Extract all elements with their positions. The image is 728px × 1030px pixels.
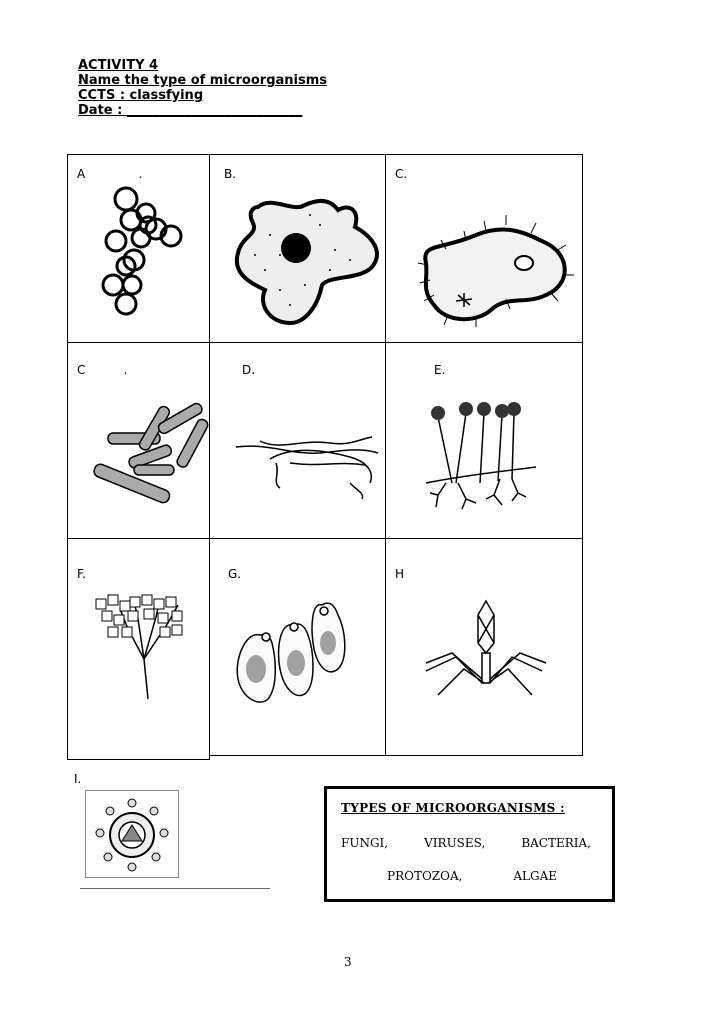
cell-h bbox=[385, 538, 583, 756]
cell-a-label: A . bbox=[77, 167, 143, 181]
cell-b bbox=[209, 154, 386, 344]
paramecium-image bbox=[386, 155, 584, 345]
cell-h-label: H bbox=[395, 567, 405, 581]
date-field: Date : ___________________________ bbox=[78, 103, 303, 118]
types-line-1 bbox=[341, 836, 591, 850]
amoeba-image bbox=[210, 155, 387, 345]
activity-header bbox=[78, 58, 327, 118]
type-bacteria: BACTERIA, bbox=[521, 836, 591, 850]
cell-c bbox=[385, 154, 583, 344]
cell-b-label: B. bbox=[224, 167, 237, 181]
cell-e-label: E. bbox=[434, 363, 446, 377]
cell-e bbox=[385, 342, 583, 540]
cell-i-label: I. bbox=[74, 772, 82, 786]
spirilla-image bbox=[210, 343, 387, 541]
type-viruses: VIRUSES, bbox=[424, 836, 486, 850]
cell-d bbox=[209, 342, 386, 540]
types-title: TYPES OF MICROORGANISMS : bbox=[341, 801, 565, 815]
mold-image bbox=[386, 343, 584, 541]
virus-image-frame bbox=[85, 790, 179, 878]
virus-image bbox=[86, 791, 178, 877]
types-line-2 bbox=[387, 869, 557, 883]
cell-g-label: G. bbox=[228, 567, 242, 581]
cell-f-label: F. bbox=[77, 567, 86, 581]
answer-line bbox=[80, 888, 270, 889]
cocci-image bbox=[68, 155, 211, 345]
page-number: 3 bbox=[344, 955, 352, 969]
yeast-image bbox=[210, 539, 387, 757]
cell-d-label: D. bbox=[242, 363, 256, 377]
cell-c2-label: C . bbox=[77, 363, 128, 377]
cell-c2 bbox=[67, 342, 210, 540]
ccts-text: CCTS : classfying bbox=[78, 88, 204, 103]
cell-f bbox=[67, 538, 210, 760]
type-algae: ALGAE bbox=[513, 869, 557, 883]
bacteriophage-image bbox=[386, 539, 584, 757]
penicillium-image bbox=[68, 539, 211, 761]
instruction-text: Name the type of microorganisms bbox=[78, 73, 328, 88]
bacilli-image bbox=[68, 343, 211, 541]
cell-a bbox=[67, 154, 210, 344]
types-of-microorganisms-box bbox=[324, 786, 615, 902]
activity-title: ACTIVITY 4 bbox=[78, 58, 159, 73]
cell-c-label: C. bbox=[395, 167, 408, 181]
cell-g bbox=[209, 538, 386, 756]
type-protozoa: PROTOZOA, bbox=[387, 869, 463, 883]
type-fungi: FUNGI, bbox=[341, 836, 389, 850]
